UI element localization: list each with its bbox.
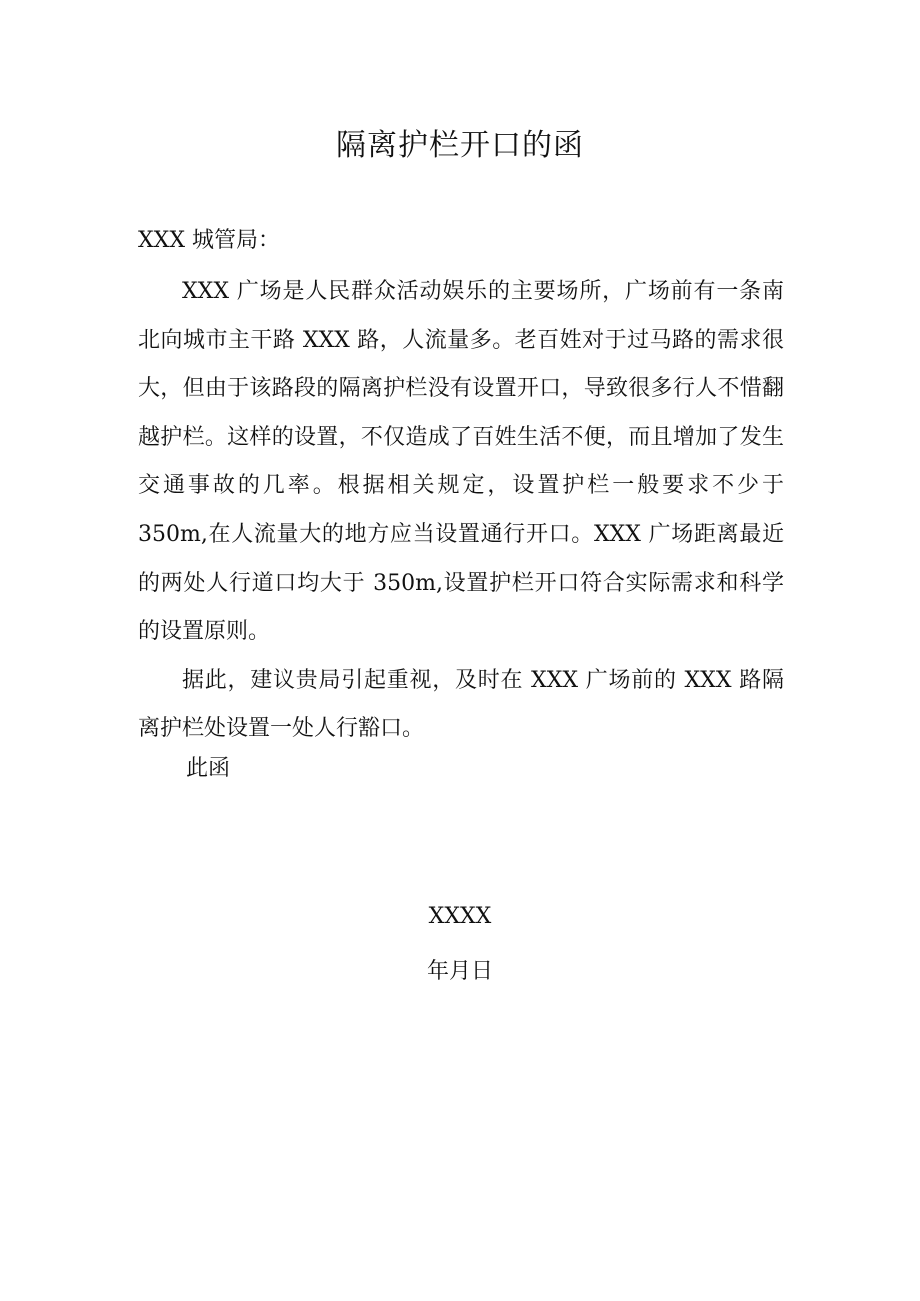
letter-body	[138, 268, 784, 754]
document-title: 隔离护栏开口的函	[336, 128, 584, 163]
body-paragraph-2: 据此，建议贵局引起重视，及时在 XXX 广场前的 XXX 路隔离护栏处设置一处人行豁口。	[138, 667, 784, 742]
body-paragraph-1: XXX 广场是人民群众活动娱乐的主要场所，广场前有一条南北向城市主干路 XXX 路，人流量多。老百姓对于过马路的需求很大，但由于该路段的隔离护栏没有设置开口，导致很多行人不惜翻越护栏。这样的设置，不仅造成了百姓生活不便，而且增加了发生交通事故的几率。根据相关规定，设置护栏一般要求不少于 350m,在人流量大的地方应当设置通行开口。XXX 广场距离最近的两处人行道口均大于 350m,设置护栏开口符合实际需求和科学的设置原则。	[138, 279, 784, 645]
salutation: XXX 城管局：	[138, 228, 280, 253]
date-line: 年月日	[426, 959, 493, 984]
signature: XXXX	[428, 904, 492, 929]
closing-phrase: 此函	[186, 756, 231, 781]
